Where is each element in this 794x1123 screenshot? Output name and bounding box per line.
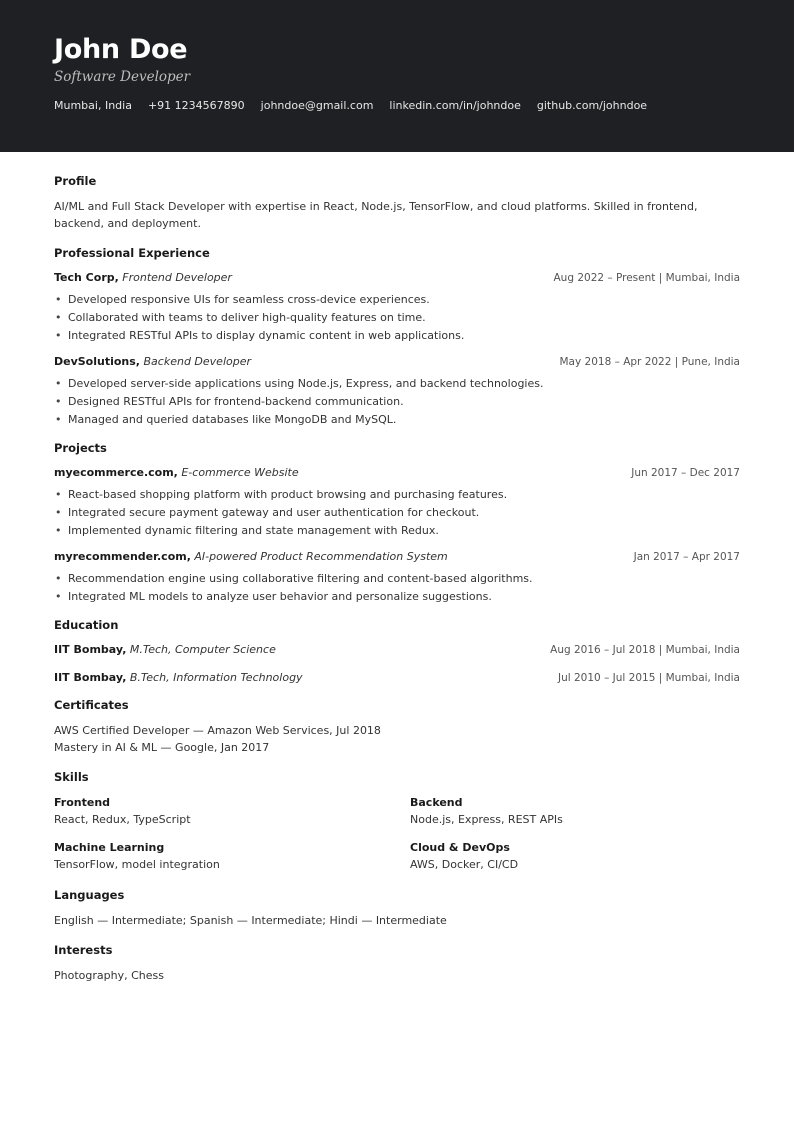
skill-title: Frontend [54, 796, 111, 809]
list-item: • React-based shopping platform with product browsing and purchasing features. [54, 486, 740, 504]
contact-github[interactable]: github.com/johndoe [536, 99, 648, 112]
entry-heading [54, 270, 232, 286]
skill-text: AWS, Docker, CI/CD [410, 858, 519, 871]
entry-role: AI-powered Product Recommendation System [194, 550, 448, 563]
contact-linkedin[interactable]: linkedin.com/in/johndoe [389, 99, 521, 112]
list-item: • Managed and queried databases like MongoDB and MySQL. [54, 411, 740, 429]
entry-degree: M.Tech, Computer Science [129, 643, 276, 656]
contact-list [54, 99, 740, 112]
list-item: • Integrated ML models to analyze user behavior and personalize suggestions. [54, 588, 740, 606]
entry-heading [54, 465, 299, 481]
skill-text: Node.js, Express, REST APIs [410, 813, 563, 826]
languages-section [54, 888, 740, 929]
section-title: Projects [54, 441, 107, 455]
contact-location: Mumbai, India [54, 99, 132, 112]
list-item: • Recommendation engine using collaborative filtering and content-based algorithms. [54, 570, 740, 588]
entry-org: IIT Bombay, [54, 643, 127, 656]
skill-group [54, 839, 410, 874]
entry-header [54, 549, 740, 565]
certificate-item: Mastery in AI & ML — Google, Jan 2017 [54, 741, 270, 754]
education-section [54, 618, 740, 686]
entry-meta: Jan 2017 – Apr 2017 [633, 551, 740, 563]
list-item: • Designed RESTful APIs for frontend-backend communication. [54, 393, 740, 411]
entry-header [54, 465, 740, 481]
entry-bullets [54, 570, 740, 606]
certificate-item: AWS Certified Developer — Amazon Web Services, Jul 2018 [54, 724, 381, 737]
entry-role: E-commerce Website [181, 466, 299, 479]
section-title: Profile [54, 174, 97, 188]
education-entry [54, 670, 740, 686]
entry-heading [54, 642, 276, 658]
interests-text: Photography, Chess [54, 969, 164, 982]
certificates-section [54, 698, 740, 756]
candidate-name: John Doe [54, 34, 188, 65]
list-item: • Integrated secure payment gateway and user authentication for checkout. [54, 504, 740, 522]
contact-phone: +91 1234567890 [147, 99, 245, 112]
entry-header [54, 354, 740, 370]
skills-grid [54, 794, 740, 874]
project-entry [54, 549, 740, 606]
skills-section [54, 770, 740, 874]
skill-text: React, Redux, TypeScript [54, 813, 191, 826]
education-entry [54, 642, 740, 658]
entry-header [54, 270, 740, 286]
list-item: • Implemented dynamic filtering and state management with Redux. [54, 522, 740, 540]
entry-meta: Jul 2010 – Jul 2015 | Mumbai, India [558, 672, 740, 684]
entry-degree: B.Tech, Information Technology [129, 671, 303, 684]
entry-heading [54, 549, 448, 565]
list-item: • Integrated RESTful APIs to display dynamic content in web applications. [54, 327, 740, 345]
entry-bullets [54, 291, 740, 345]
profile-section [54, 174, 740, 232]
entry-meta: Aug 2022 – Present | Mumbai, India [553, 272, 740, 284]
experience-entry [54, 354, 740, 429]
experience-section [54, 246, 740, 429]
candidate-title: Software Developer [54, 69, 191, 85]
list-item: • Developed server-side applications using Node.js, Express, and backend technologies. [54, 375, 740, 393]
list-item: • Developed responsive UIs for seamless cross-device experiences. [54, 291, 740, 309]
entry-role: Frontend Developer [122, 271, 232, 284]
entry-org: myecommerce.com, [54, 466, 178, 479]
section-title: Interests [54, 943, 113, 957]
project-entry [54, 465, 740, 540]
entry-org: DevSolutions, [54, 355, 140, 368]
section-title: Skills [54, 770, 89, 784]
entry-bullets [54, 375, 740, 429]
resume-header [0, 0, 794, 152]
entry-org: Tech Corp, [54, 271, 119, 284]
entry-meta: Jun 2017 – Dec 2017 [631, 467, 740, 479]
entry-heading [54, 670, 303, 686]
skill-title: Cloud & DevOps [410, 841, 510, 854]
skill-group [410, 839, 740, 874]
contact-email[interactable]: johndoe@gmail.com [260, 99, 374, 112]
section-title: Education [54, 618, 119, 632]
interests-section [54, 943, 740, 984]
section-title: Languages [54, 888, 125, 902]
experience-entry [54, 270, 740, 345]
section-title: Professional Experience [54, 246, 210, 260]
entry-org: myrecommender.com, [54, 550, 191, 563]
projects-section [54, 441, 740, 606]
entry-bullets [54, 486, 740, 540]
section-title: Certificates [54, 698, 129, 712]
entry-heading [54, 354, 251, 370]
skill-group [410, 794, 740, 829]
skill-group [54, 794, 410, 829]
profile-text: AI/ML and Full Stack Developer with expertise in React, Node.js, TensorFlow, and cloud platforms. Skilled in frontend, backend, and deployment. [54, 200, 698, 230]
resume-body [0, 152, 794, 984]
languages-text: English — Intermediate; Spanish — Intermediate; Hindi — Intermediate [54, 914, 447, 927]
skill-text: TensorFlow, model integration [54, 858, 220, 871]
skill-title: Backend [410, 796, 463, 809]
skill-title: Machine Learning [54, 841, 165, 854]
entry-meta: May 2018 – Apr 2022 | Pune, India [559, 356, 740, 368]
entry-role: Backend Developer [143, 355, 251, 368]
entry-org: IIT Bombay, [54, 671, 127, 684]
entry-meta: Aug 2016 – Jul 2018 | Mumbai, India [550, 644, 740, 656]
list-item: • Collaborated with teams to deliver high-quality features on time. [54, 309, 740, 327]
